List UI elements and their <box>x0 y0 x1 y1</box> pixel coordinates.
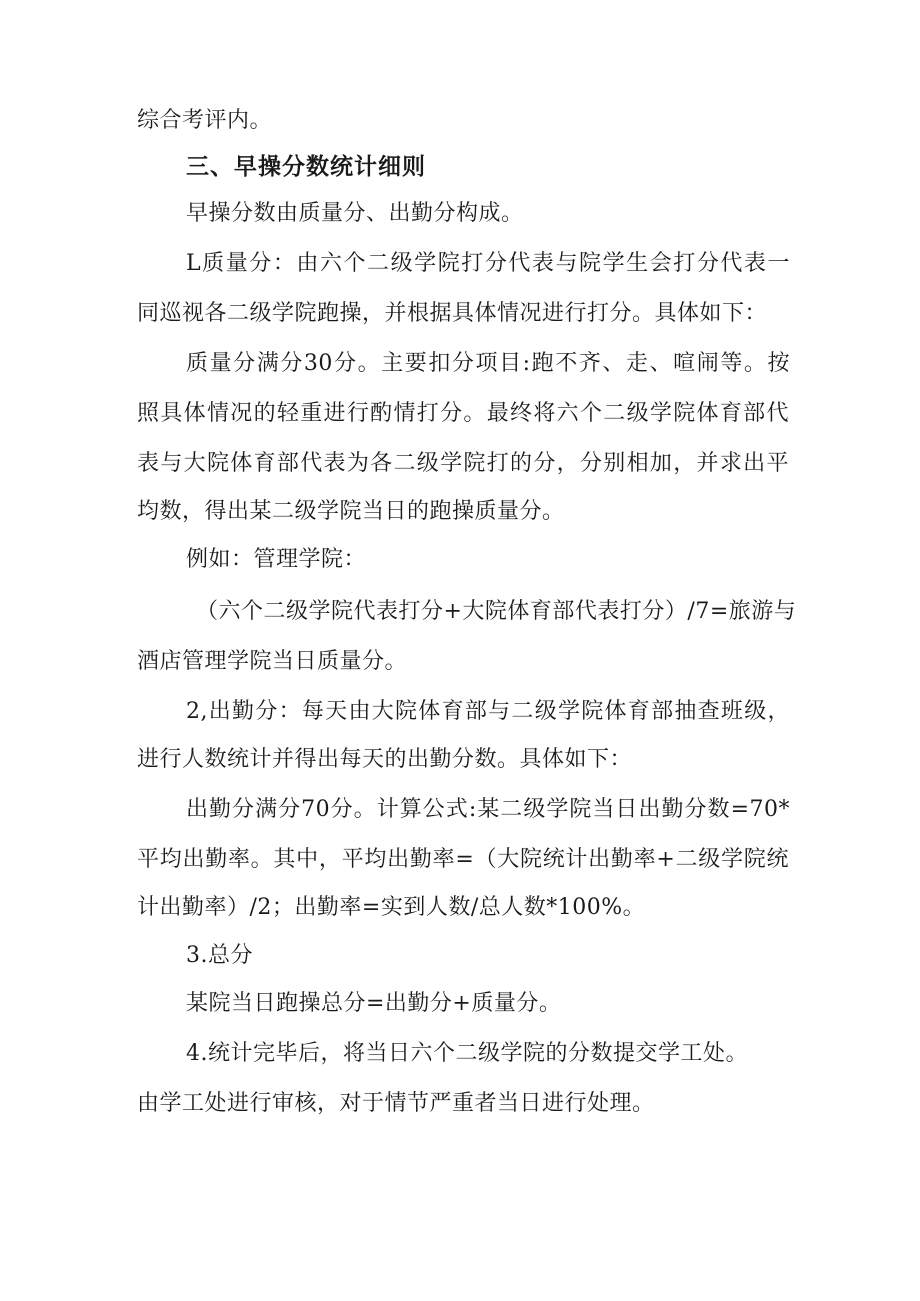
paragraph-line: L质量分：由六个二级学院打分代表与院学生会打分代表一 <box>186 251 790 276</box>
paragraph-line: 计出勤率）/2；出勤率=实到人数/总人数*100%。 <box>137 895 646 920</box>
paragraph-line: 3.总分 <box>186 943 253 968</box>
paragraph-line: 进行人数统计并得出每天的出勤分数。具体如下： <box>137 747 633 772</box>
paragraph-line: 表与大院体育部代表为各二级学院打的分，分别相加，并求出平 <box>137 451 789 476</box>
paragraph-line: 例如：管理学院： <box>186 547 367 572</box>
paragraph-line: （六个二级学院代表打分+大院体育部代表打分）/7=旅游与 <box>196 599 797 624</box>
paragraph-line: 综合考评内。 <box>137 108 273 133</box>
paragraph-line: 平均出勤率。其中，平均出勤率=（大院统计出勤率+二级学院统 <box>137 847 789 872</box>
paragraph-line: 出勤分满分70分。计算公式:某二级学院当日出勤分数=70* <box>186 797 790 822</box>
paragraph-line: 2,出勤分：每天由大院体育部与二级学院体育部抽查班级， <box>186 699 790 724</box>
paragraph-line: 由学工处进行审核，对于情节严重者当日进行处理。 <box>137 1091 655 1116</box>
section-heading: 三、早操分数统计细则 <box>186 154 426 180</box>
paragraph-line: 同巡视各二级学院跑操，并根据具体情况进行打分。具体如下： <box>137 301 768 326</box>
paragraph-line: 照具体情况的轻重进行酌情打分。最终将六个二级学院体育部代 <box>137 401 789 426</box>
paragraph-line: 4.统计完毕后，将当日六个二级学院的分数提交学工处。 <box>186 1041 748 1066</box>
paragraph-line: 均数，得出某二级学院当日的跑操质量分。 <box>137 499 565 524</box>
paragraph-line: 早操分数由质量分、出勤分构成。 <box>186 201 524 226</box>
paragraph-line: 质量分满分30分。主要扣分项目:跑不齐、走、喧闹等。按 <box>186 351 790 376</box>
paragraph-line: 酒店管理学院当日质量分。 <box>137 649 408 674</box>
paragraph-line: 某院当日跑操总分=出勤分+质量分。 <box>186 991 562 1016</box>
